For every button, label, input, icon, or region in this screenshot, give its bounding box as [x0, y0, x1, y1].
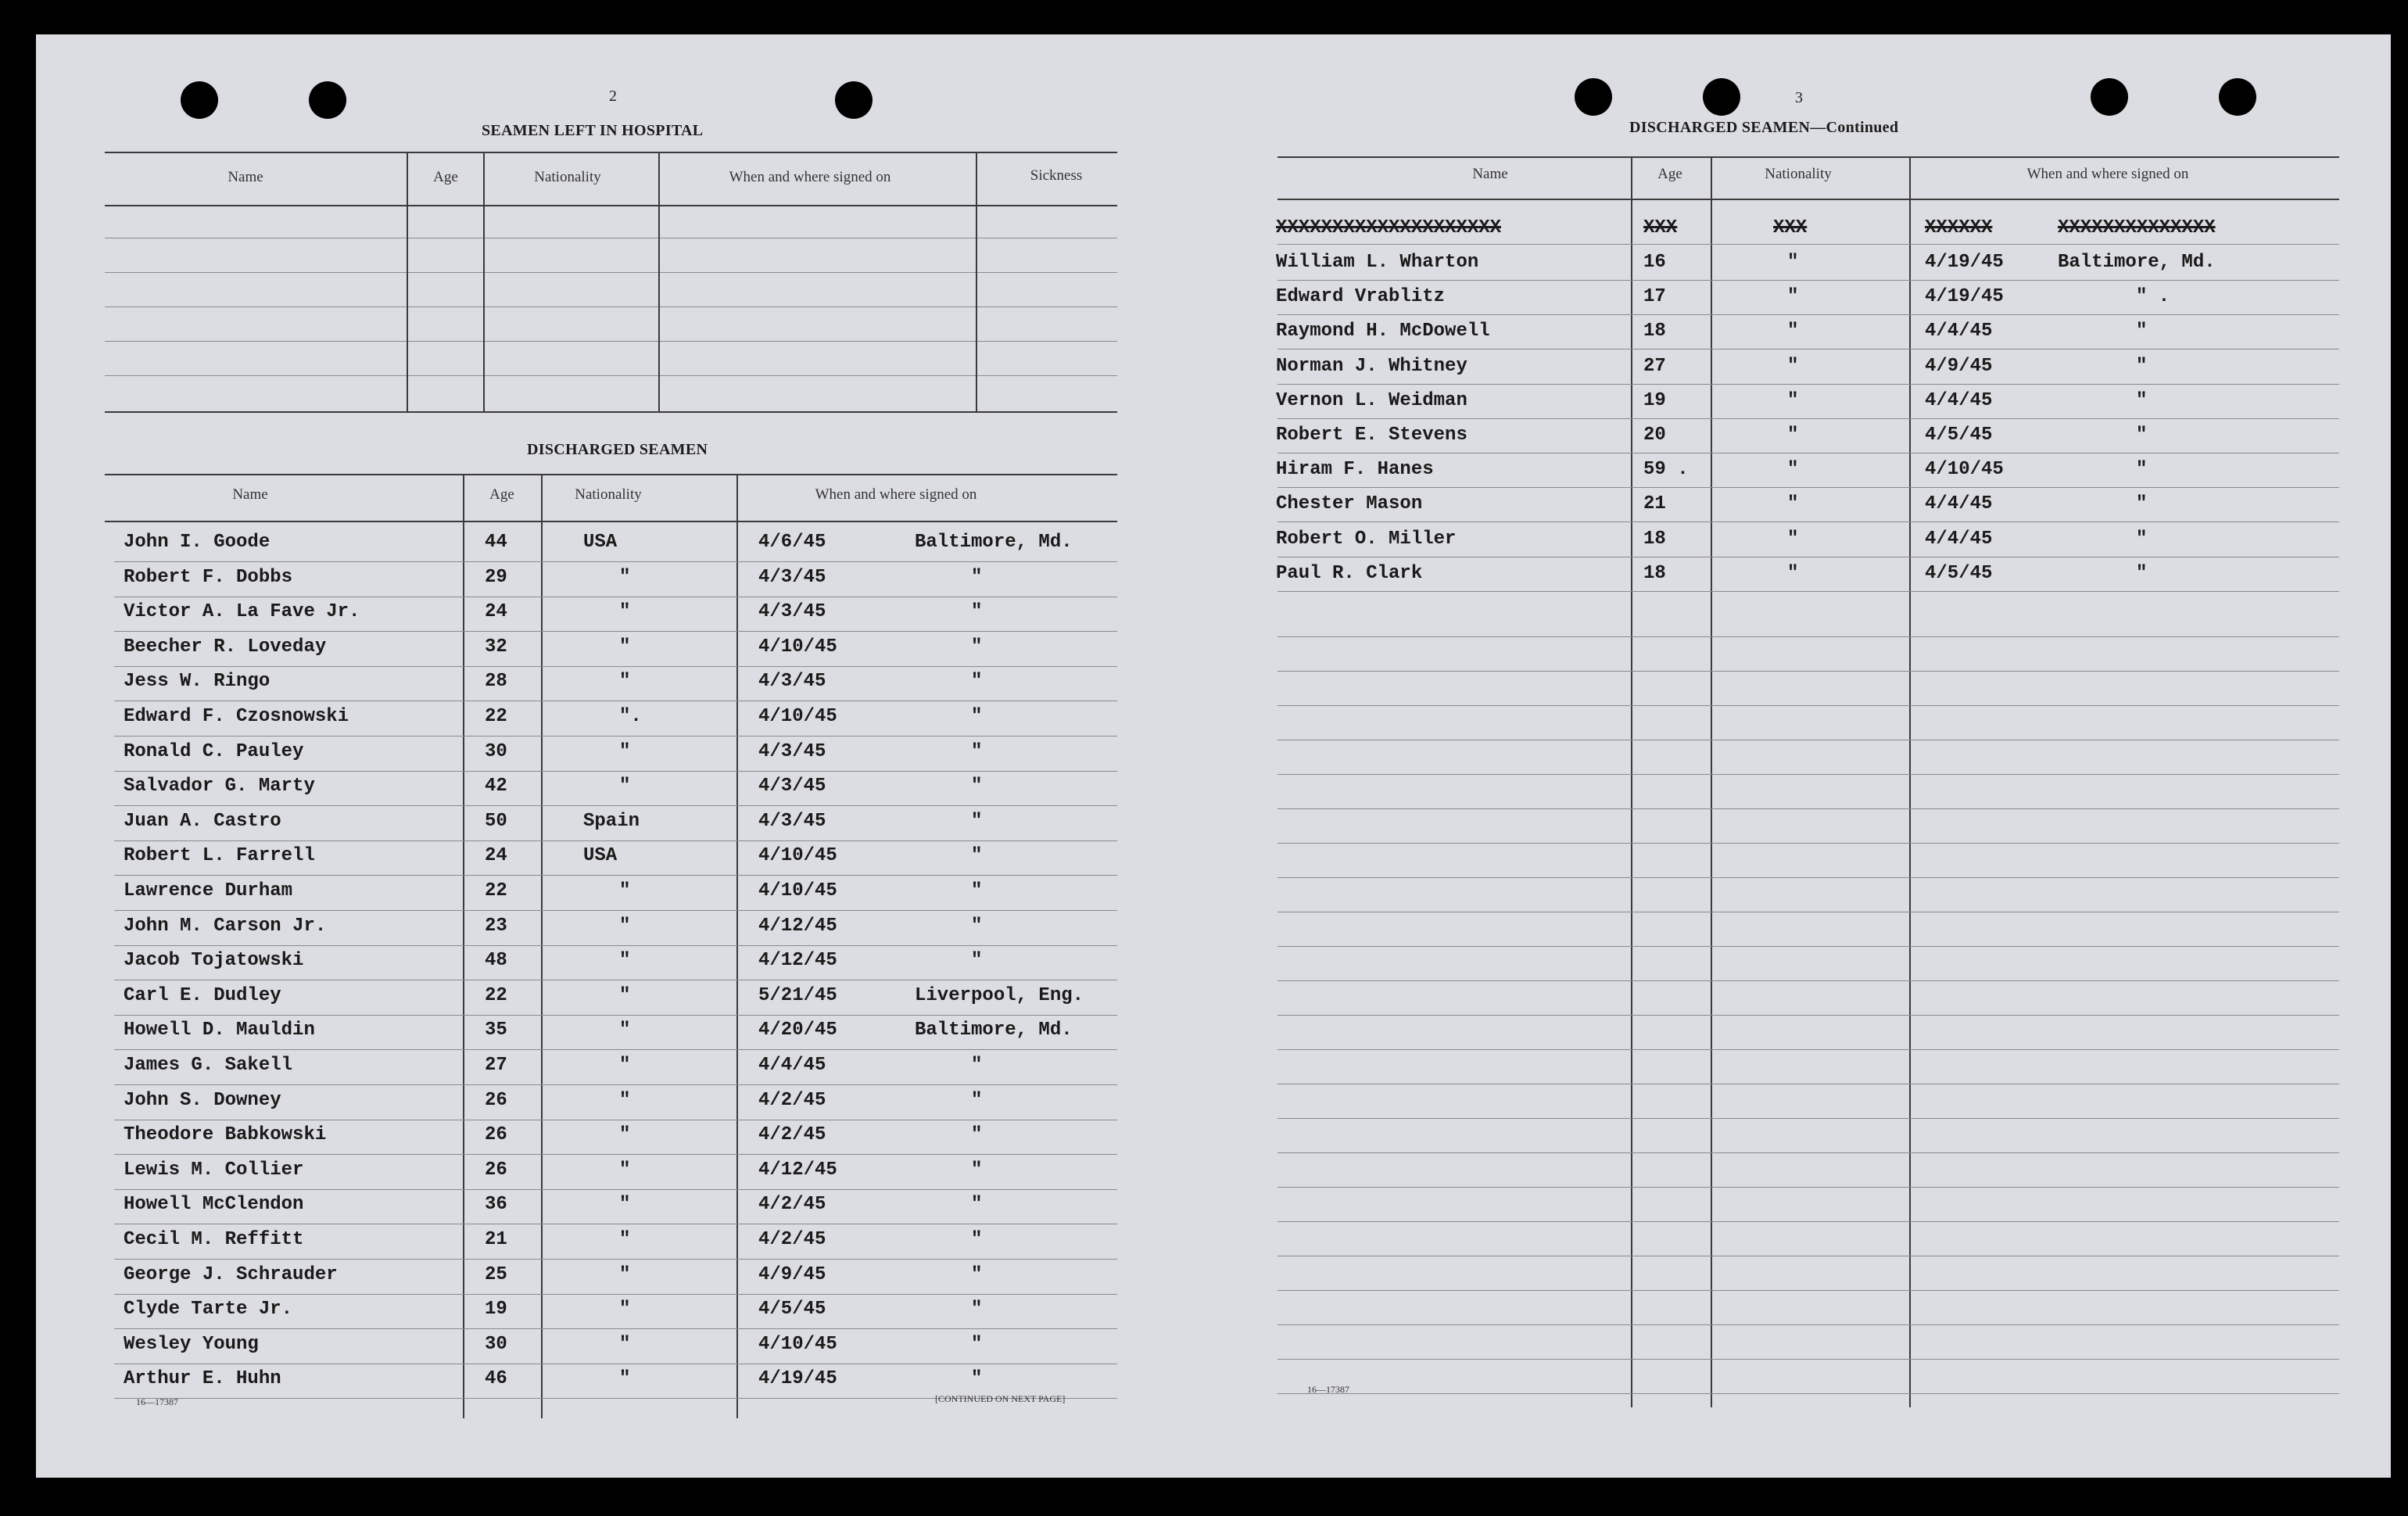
table-cell: 4/9/45 — [1925, 356, 1993, 377]
table-cell: Salvador G. Marty — [124, 776, 315, 797]
table-cell: " — [1787, 356, 1799, 377]
table-cell: " — [2136, 529, 2148, 550]
table-cell: " — [971, 1368, 983, 1389]
table-cell: " — [971, 1229, 983, 1250]
table-cell: 20 — [1643, 425, 1666, 446]
table-cell: XXXXXX — [1925, 217, 1993, 238]
table-cell: XXXXXXXXXXXXXX — [2058, 217, 2216, 238]
table-cell: 26 — [485, 1124, 507, 1145]
table-cell: 42 — [485, 776, 507, 797]
table-cell: Baltimore, Md. — [915, 532, 1073, 553]
table-cell: 19 — [485, 1299, 507, 1320]
table-cell: " — [2136, 321, 2148, 342]
document-sheet — [36, 34, 2391, 1478]
table-cell: John I. Goode — [124, 532, 271, 553]
table-cell: 4/2/45 — [758, 1229, 826, 1250]
table-cell: James G. Sakell — [124, 1055, 293, 1076]
table-cell: Robert O. Miller — [1276, 529, 1457, 550]
table-cell: 59 . — [1643, 459, 1689, 480]
table-cell: Norman J. Whitney — [1276, 356, 1467, 377]
discharged-title: DISCHARGED SEAMEN — [527, 441, 708, 458]
table-cell: " — [971, 950, 983, 971]
header-nationality: Nationality — [575, 486, 642, 503]
table-cell: " — [619, 601, 631, 622]
header-signed-on: When and where signed on — [2026, 166, 2189, 182]
table-cell: " — [971, 845, 983, 866]
table-cell: Howell McClendon — [124, 1194, 304, 1215]
header-nationality: Nationality — [534, 169, 601, 185]
table-cell: 5/21/45 — [758, 985, 837, 1006]
table-cell: Victor A. La Fave Jr. — [124, 601, 360, 622]
table-cell: 4/3/45 — [758, 741, 826, 762]
table-cell: 4/3/45 — [758, 601, 826, 622]
table-cell: " — [619, 985, 631, 1006]
table-cell: 50 — [485, 811, 507, 832]
punch-hole — [2219, 78, 2256, 116]
table-cell: Raymond H. McDowell — [1276, 321, 1490, 342]
table-cell: Clyde Tarte Jr. — [124, 1299, 293, 1320]
table-cell: " — [2136, 563, 2148, 584]
table-cell: " — [971, 1159, 983, 1181]
table-cell: 30 — [485, 741, 507, 762]
table-cell: 4/10/45 — [758, 880, 837, 901]
table-cell: 46 — [485, 1368, 507, 1389]
continued-note: [CONTINUED ON NEXT PAGE] — [935, 1393, 1066, 1404]
table-cell: " — [619, 776, 631, 797]
table-cell: " — [619, 1334, 631, 1355]
table-cell: " — [1787, 321, 1799, 342]
punch-hole — [181, 81, 218, 119]
table-cell: 35 — [485, 1020, 507, 1041]
table-cell: " — [619, 916, 631, 937]
table-cell: Jacob Tojatowski — [124, 950, 304, 971]
table-cell: 26 — [485, 1159, 507, 1181]
table-cell: Cecil M. Reffitt — [124, 1229, 304, 1250]
table-cell: " — [619, 1264, 631, 1285]
table-cell: Hiram F. Hanes — [1276, 459, 1434, 480]
table-cell: " — [619, 1299, 631, 1320]
table-cell: " — [619, 1090, 631, 1111]
page-number: 3 — [1795, 89, 1803, 106]
header-signed-on: When and where signed on — [729, 169, 891, 185]
table-cell: Lewis M. Collier — [124, 1159, 304, 1181]
table-cell: " — [971, 706, 983, 727]
table-cell: Baltimore, Md. — [915, 1020, 1073, 1041]
table-cell: 27 — [1643, 356, 1666, 377]
table-cell: " — [971, 776, 983, 797]
table-cell: 4/5/45 — [758, 1299, 826, 1320]
table-cell: William L. Wharton — [1276, 252, 1479, 273]
table-cell: 4/4/45 — [1925, 529, 1993, 550]
table-cell: Robert L. Farrell — [124, 845, 315, 866]
table-cell: " — [971, 636, 983, 658]
table-cell: 28 — [485, 671, 507, 692]
table-cell: " — [1787, 286, 1799, 307]
table-cell: 4/3/45 — [758, 811, 826, 832]
table-cell: " — [619, 636, 631, 658]
table-cell: 4/10/45 — [758, 706, 837, 727]
table-cell: 4/3/45 — [758, 567, 826, 588]
table-cell: Jess W. Ringo — [124, 671, 271, 692]
table-cell: 48 — [485, 950, 507, 971]
table-cell: " — [971, 671, 983, 692]
table-cell: " — [971, 811, 983, 832]
table-cell: 4/3/45 — [758, 671, 826, 692]
table-cell: " — [971, 1299, 983, 1320]
table-cell: 4/3/45 — [758, 776, 826, 797]
table-cell: Robert F. Dobbs — [124, 567, 293, 588]
table-cell: ". — [619, 706, 642, 727]
table-cell: George J. Schrauder — [124, 1264, 338, 1285]
table-cell: " — [2136, 356, 2148, 377]
punch-hole — [1703, 78, 1740, 116]
table-cell: " — [971, 1055, 983, 1076]
table-cell: Edward Vrablitz — [1276, 286, 1446, 307]
table-cell: " — [971, 601, 983, 622]
table-cell: " — [971, 1124, 983, 1145]
table-cell: 23 — [485, 916, 507, 937]
table-cell: 4/9/45 — [758, 1264, 826, 1285]
table-cell: 4/12/45 — [758, 916, 837, 937]
table-cell: Carl E. Dudley — [124, 985, 281, 1006]
table-cell: 44 — [485, 532, 507, 553]
table-cell: 4/4/45 — [758, 1055, 826, 1076]
table-cell: " — [619, 741, 631, 762]
form-number: 16—17387 — [1307, 1384, 1349, 1395]
table-cell: 22 — [485, 985, 507, 1006]
table-cell: 29 — [485, 567, 507, 588]
table-cell: John M. Carson Jr. — [124, 916, 327, 937]
table-cell: Ronald C. Pauley — [124, 741, 304, 762]
table-cell: 16 — [1643, 252, 1666, 273]
table-cell: " — [971, 1090, 983, 1111]
header-signed-on: When and where signed on — [815, 486, 977, 503]
table-cell: " — [971, 1194, 983, 1215]
table-cell: 18 — [1643, 563, 1666, 584]
table-cell: " — [619, 1159, 631, 1181]
table-cell: " — [619, 1229, 631, 1250]
table-cell: 4/5/45 — [1925, 563, 1993, 584]
punch-hole — [1575, 78, 1612, 116]
table-cell: 4/10/45 — [758, 636, 837, 658]
table-cell: " — [619, 1055, 631, 1076]
table-cell: 25 — [485, 1264, 507, 1285]
table-cell: 4/10/45 — [758, 845, 837, 866]
table-cell: Arthur E. Huhn — [124, 1368, 281, 1389]
table-cell: " — [971, 567, 983, 588]
table-cell: Wesley Young — [124, 1334, 259, 1355]
table-cell: 22 — [485, 706, 507, 727]
header-name: Name — [228, 169, 263, 185]
table-cell: Edward F. Czosnowski — [124, 706, 349, 727]
table-cell: " — [1787, 529, 1799, 550]
table-cell: 4/19/45 — [1925, 252, 2004, 273]
table-cell: " — [971, 1334, 983, 1355]
table-cell: " . — [2136, 286, 2170, 307]
table-cell: " — [619, 567, 631, 588]
table-cell: 4/20/45 — [758, 1020, 837, 1041]
table-cell: Beecher R. Loveday — [124, 636, 327, 658]
table-cell: " — [619, 1124, 631, 1145]
table-cell: 30 — [485, 1334, 507, 1355]
table-cell: Chester Mason — [1276, 493, 1423, 514]
header-age: Age — [489, 486, 514, 503]
table-cell: Baltimore, Md. — [2058, 252, 2216, 273]
header-name: Name — [232, 486, 268, 503]
table-cell: " — [971, 880, 983, 901]
table-cell: 4/5/45 — [1925, 425, 1993, 446]
table-cell: 32 — [485, 636, 507, 658]
table-cell: Liverpool, Eng. — [915, 985, 1084, 1006]
table-cell: " — [619, 1194, 631, 1215]
table-cell: Robert E. Stevens — [1276, 425, 1467, 446]
page-number: 2 — [609, 88, 617, 105]
table-cell: 18 — [1643, 529, 1666, 550]
table-cell: 21 — [485, 1229, 507, 1250]
header-sickness: Sickness — [1030, 167, 1083, 184]
table-cell: Juan A. Castro — [124, 811, 281, 832]
table-cell: XXXXXXXXXXXXXXXXXXXX — [1276, 217, 1502, 238]
table-cell: 4/4/45 — [1925, 321, 1993, 342]
table-cell: John S. Downey — [124, 1090, 281, 1111]
table-cell: " — [2136, 425, 2148, 446]
table-cell: 4/4/45 — [1925, 493, 1993, 514]
table-cell: " — [971, 1264, 983, 1285]
table-cell: 24 — [485, 845, 507, 866]
table-cell: 4/2/45 — [758, 1194, 826, 1215]
form-number: 16—17387 — [136, 1396, 178, 1407]
table-cell: 18 — [1643, 321, 1666, 342]
table-cell: 24 — [485, 601, 507, 622]
hospital-title: SEAMEN LEFT IN HOSPITAL — [482, 122, 704, 139]
table-cell: 26 — [485, 1090, 507, 1111]
table-cell: 4/10/45 — [758, 1334, 837, 1355]
table-cell: USA — [583, 532, 618, 553]
header-age: Age — [433, 169, 458, 185]
table-cell: Spain — [583, 811, 640, 832]
table-cell: 4/12/45 — [758, 1159, 837, 1181]
table-cell: 21 — [1643, 493, 1666, 514]
table-cell: 4/2/45 — [758, 1124, 826, 1145]
table-cell: 4/12/45 — [758, 950, 837, 971]
table-cell: 4/4/45 — [1925, 390, 1993, 411]
discharged-continued-title: DISCHARGED SEAMEN—Continued — [1629, 119, 1899, 136]
table-cell: " — [619, 950, 631, 971]
table-cell: " — [1787, 563, 1799, 584]
table-cell: " — [1787, 390, 1799, 411]
punch-hole — [2091, 78, 2128, 116]
table-cell: " — [971, 916, 983, 937]
table-cell: " — [619, 1368, 631, 1389]
table-cell: XXX — [1773, 217, 1808, 238]
table-cell: Howell D. Mauldin — [124, 1020, 315, 1041]
table-cell: 4/19/45 — [1925, 286, 2004, 307]
header-age: Age — [1657, 166, 1682, 182]
table-cell: Vernon L. Weidman — [1276, 390, 1467, 411]
table-cell: 27 — [485, 1055, 507, 1076]
table-cell: XXX — [1643, 217, 1678, 238]
table-cell: " — [619, 880, 631, 901]
table-cell: 4/6/45 — [758, 532, 826, 553]
table-cell: 4/19/45 — [758, 1368, 837, 1389]
table-cell: " — [1787, 252, 1799, 273]
punch-hole — [835, 81, 873, 119]
table-cell: " — [2136, 493, 2148, 514]
table-cell: " — [1787, 459, 1799, 480]
table-cell: " — [971, 741, 983, 762]
table-cell: USA — [583, 845, 618, 866]
table-cell: " — [1787, 493, 1799, 514]
table-cell: " — [2136, 459, 2148, 480]
header-nationality: Nationality — [1765, 166, 1832, 182]
punch-hole — [309, 81, 346, 119]
table-cell: 17 — [1643, 286, 1666, 307]
table-cell: Theodore Babkowski — [124, 1124, 327, 1145]
table-cell: " — [2136, 390, 2148, 411]
table-cell: Paul R. Clark — [1276, 563, 1423, 584]
table-cell: 22 — [485, 880, 507, 901]
table-cell: " — [1787, 425, 1799, 446]
header-name: Name — [1472, 166, 1508, 182]
table-cell: 4/10/45 — [1925, 459, 2004, 480]
table-cell: 4/2/45 — [758, 1090, 826, 1111]
table-cell: 19 — [1643, 390, 1666, 411]
table-cell: " — [619, 1020, 631, 1041]
table-cell: 36 — [485, 1194, 507, 1215]
table-cell: Lawrence Durham — [124, 880, 293, 901]
table-cell: " — [619, 671, 631, 692]
